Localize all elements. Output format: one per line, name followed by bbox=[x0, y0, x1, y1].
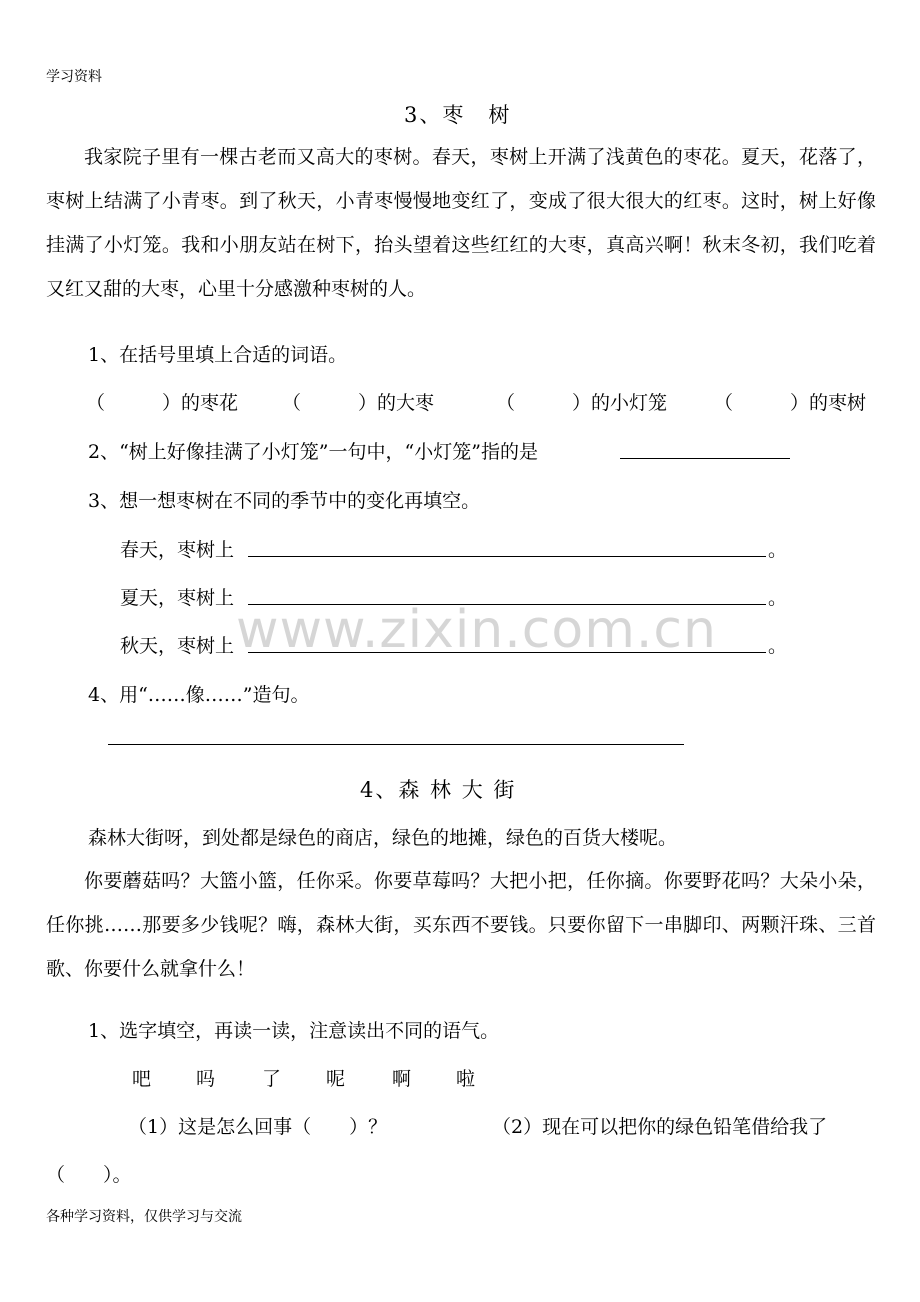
lesson4-p1: 森林大街呀，到处都是绿色的商店，绿色的地摊，绿色的百货大楼呢。 bbox=[88, 827, 678, 849]
q3-autumn-line bbox=[248, 652, 766, 653]
word-4: 呢 bbox=[326, 1068, 346, 1090]
watermark: www.zixin.com.cn bbox=[236, 600, 717, 660]
page-footer: 各种学习资料，仅供学习与交流 bbox=[46, 1209, 242, 1225]
q1-blank-2: （ ）的大枣 bbox=[282, 392, 435, 414]
word-1: 吧 bbox=[132, 1068, 152, 1090]
q3-autumn-end: 。 bbox=[768, 635, 788, 657]
q2-answer-line bbox=[620, 458, 790, 459]
lesson4-title: 4、森 林 大 街 bbox=[360, 778, 517, 802]
lesson3-title: 3、枣 树 bbox=[404, 103, 512, 127]
lesson3-q1: 1、在括号里填上合适的词语。 bbox=[88, 344, 348, 366]
word-5: 啊 bbox=[392, 1068, 412, 1090]
q1-blank-3: （ ）的小灯笼 bbox=[496, 392, 668, 414]
q3-spring-label: 春天，枣树上 bbox=[120, 539, 235, 561]
sentence-2-end: （ ）。 bbox=[46, 1164, 132, 1186]
q3-autumn-label: 秋天，枣树上 bbox=[120, 635, 235, 657]
lesson3-passage: 我家院子里有一棵古老而又高大的枣树。春天，枣树上开满了浅黄色的枣花。夏天，花落了，枣树上结满了小青枣。到了秋天，小青枣慢慢地变红了，变成了很大很大的红枣。这时，树上好像挂满了小灯笼。我和小朋友站在树下，抬头望着这些红红的大枣，真高兴啊！秋末冬初，我们吃着又红又甜的大枣，心里十分感激种枣树的人。 bbox=[46, 146, 876, 300]
lesson4-q1: 1、选字填空，再读一读，注意读出不同的语气。 bbox=[88, 1020, 500, 1042]
q1-blank-4: （ ）的枣树 bbox=[714, 392, 867, 414]
word-2: 吗 bbox=[196, 1068, 216, 1090]
sentence-2: （2）现在可以把你的绿色铅笔借给我了 bbox=[492, 1116, 828, 1138]
word-3: 了 bbox=[262, 1068, 282, 1090]
q3-summer-line bbox=[248, 604, 766, 605]
q4-answer-line bbox=[108, 744, 684, 745]
q3-summer-end: 。 bbox=[768, 587, 788, 609]
lesson3-q3: 3、想一想枣树在不同的季节中的变化再填空。 bbox=[88, 490, 481, 512]
q3-spring-line bbox=[248, 556, 766, 557]
lesson4-p2: 你要蘑菇吗？大篮小篮，任你采。你要草莓吗？大把小把，任你摘。你要野花吗？大朵小朵，任你挑……那要多少钱呢？嗨，森林大街，买东西不要钱。只要你留下一串脚印、两颗汗珠、三首歌、你要什么就拿什么！ bbox=[46, 870, 876, 980]
q1-blank-1: （ ）的枣花 bbox=[86, 392, 239, 414]
q3-spring-end: 。 bbox=[768, 539, 788, 561]
sentence-1: （1）这是怎么回事（ ）？ bbox=[128, 1116, 388, 1138]
lesson3-q2: 2、“树上好像挂满了小灯笼”一句中，“小灯笼”指的是 bbox=[88, 441, 538, 463]
lesson3-q4: 4、用“……像……”造句。 bbox=[88, 684, 310, 706]
word-6: 啦 bbox=[456, 1068, 476, 1090]
q3-summer-label: 夏天，枣树上 bbox=[120, 587, 235, 609]
page-header: 学习资料 bbox=[46, 69, 102, 85]
